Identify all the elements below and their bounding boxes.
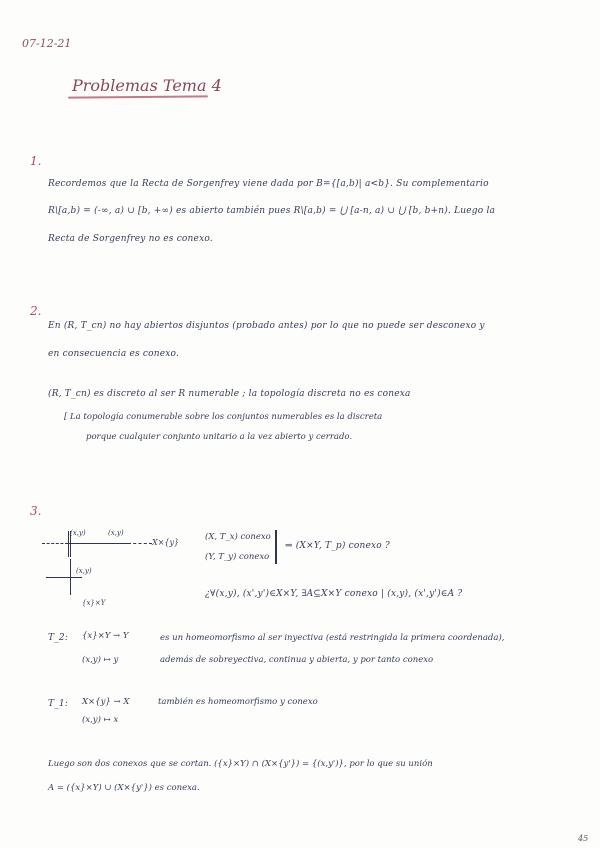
t1-text: también es homeomorfismo y conexo — [158, 697, 318, 707]
connected-y: (Y, T_y) conexo — [205, 552, 270, 562]
final-line-2: A = ({x}×Y) ∪ (X×{y'}) es conexa. — [48, 783, 200, 793]
t2-map-rule: (x,y) ↦ y — [82, 655, 119, 665]
t1-label: T_1: — [48, 699, 69, 709]
problem-2-line-5: porque cualquier conjunto unitario a la vez abierto y cerrado. — [86, 432, 353, 442]
problem-1-line-1: Recordemos que la Recta de Sorgenfrey viene dada por B={[a,b)| a<b}. Su complementario — [48, 179, 489, 189]
final-line-1: Luego son dos conexos que se cortan. ({x}×Y) ∩ (X×{y'}) = {(x,y')}, por lo que su unión — [48, 759, 433, 769]
title-underline — [68, 95, 208, 98]
problem-1-number: 1. — [30, 154, 42, 168]
problem-1-line-3: Recta de Sorgenfrey no es conexo. — [48, 234, 213, 244]
t2-map-domain: {x}×Y → Y — [82, 631, 129, 641]
t2-text-2: además de sobreyectiva, continua y abierta, y por tanto conexo — [160, 655, 434, 665]
horizontal-tick-bottom — [46, 577, 82, 578]
product-conclusion: ⇒ (X×Y, T_p) conexo ? — [285, 541, 390, 551]
page-title: Problemas Tema 4 — [72, 76, 222, 95]
problem-3-number: 3. — [30, 504, 42, 518]
point-label-middle: (x,y) — [76, 567, 92, 575]
problem-2-number: 2. — [30, 304, 42, 318]
product-space-diagram — [40, 525, 180, 610]
point-label-top: (x,y) — [70, 529, 86, 537]
vertical-tick-top — [68, 531, 69, 557]
problem-2-line-1: En (R, T_cn) no hay abiertos disjuntos (probado antes) por lo que no puede ser desconexo y — [48, 321, 485, 331]
vertical-fiber-label: {x}×Y — [82, 599, 106, 607]
dashed-line-left — [42, 543, 68, 545]
t2-label: T_2: — [48, 633, 69, 643]
t1-map-domain: X×{y} → X — [82, 697, 130, 707]
bracket — [275, 530, 277, 564]
horizontal-fiber-line — [68, 543, 128, 544]
title-block — [72, 76, 222, 95]
problem-2-line-3: (R, T_cn) es discreto al ser R numerable ; la topología discreta no es conexa — [48, 389, 411, 399]
connected-x: (X, T_x) conexo — [205, 532, 271, 542]
dashed-line-right — [128, 543, 152, 545]
fiber-label: X×{y} — [152, 538, 180, 547]
t2-text-1: es un homeomorfismo al ser inyectiva (está restringida la primera coordenada), — [160, 633, 505, 643]
t1-map-rule: (x,y) ↦ x — [82, 715, 119, 725]
problem-1-line-2: R\[a,b) = (-∞, a) ∪ [b, +∞) es abierto también pues R\[a,b) = ⋃ [a-n, a) ∪ ⋃ [b, b+n). Luego la — [48, 206, 496, 216]
problem-2-line-4: [ La topología conumerable sobre los conjuntos numerables es la discreta — [64, 412, 383, 422]
date: 07-12-21 — [22, 37, 72, 50]
path-question: ¿∀(x,y), (x',y')∈X×Y, ∃A⊆X×Y conexo | (x,y), (x',y')∈A ? — [205, 589, 463, 599]
page-number: 45 — [578, 834, 589, 843]
point-label-right: (x,y) — [108, 529, 124, 537]
problem-2-line-2: en consecuencia es conexo. — [48, 349, 180, 359]
